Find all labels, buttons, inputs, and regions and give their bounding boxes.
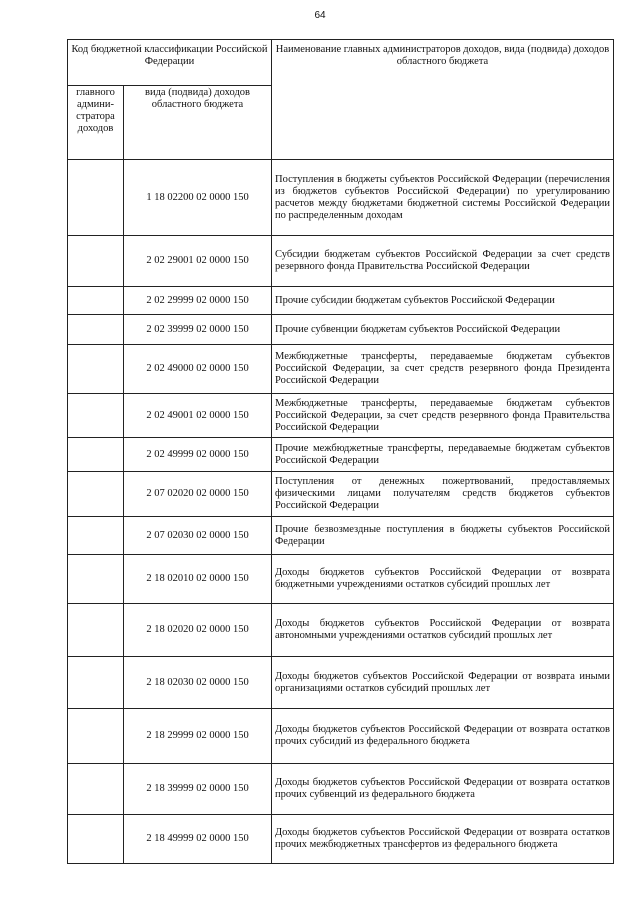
table-row [68,555,614,604]
revenue-name-cell: Доходы бюджетов субъектов Российской Федерации от возврата иными организациями остатков субсидий прошлых лет [272,657,614,709]
revenue-name-cell: Прочие межбюджетные трансферты, передаваемые бюджетам субъектов Российской Федерации [272,438,614,472]
revenue-name-cell: Субсидии бюджетам субъектов Российской Федерации за счет средств резервного фонда Правительства Российской Федерации [272,236,614,287]
table-row [68,517,614,555]
revenue-code-cell: 2 07 02030 02 0000 150 [124,517,272,555]
revenue-code-cell: 1 18 02200 02 0000 150 [124,160,272,236]
revenue-name-cell: Поступления в бюджеты субъектов Российской Федерации (перечисления из бюджетов субъектов Российской Федерации) по урегулированию расчетов между бюджетами бюджетной системы Российской Федерации по распределенным доходам [272,160,614,236]
admin-code-cell [68,657,124,709]
revenue-code-cell: 2 02 29001 02 0000 150 [124,236,272,287]
revenue-code-cell: 2 02 39999 02 0000 150 [124,315,272,345]
table-row [68,438,614,472]
table-row [68,394,614,438]
table-row [68,604,614,657]
revenue-code-cell: 2 02 49999 02 0000 150 [124,438,272,472]
table-row [68,709,614,764]
revenue-name-cell: Прочие субвенции бюджетам субъектов Российской Федерации [272,315,614,345]
table-row [68,472,614,517]
revenue-name-cell: Межбюджетные трансферты, передаваемые бюджетам субъектов Российской Федерации, за счет средств резервного фонда Президента Российской Федерации [272,345,614,394]
revenue-name-cell: Межбюджетные трансферты, передаваемые бюджетам субъектов Российской Федерации, за счет средств резервного фонда Правительства Российской Федерации [272,394,614,438]
admin-code-cell [68,555,124,604]
revenue-name-cell: Поступления от денежных пожертвований, предоставляемых физическими лицами получателям средств бюджетов субъектов Российской Федерации [272,472,614,517]
admin-code-cell [68,287,124,315]
header-admin-column: главного админи-стратора доходов [68,86,124,160]
revenue-code-cell: 2 18 39999 02 0000 150 [124,764,272,815]
table-row [68,815,614,864]
revenue-code-cell: 2 18 02010 02 0000 150 [124,555,272,604]
revenue-code-cell: 2 18 02020 02 0000 150 [124,604,272,657]
admin-code-cell [68,345,124,394]
admin-code-cell [68,604,124,657]
admin-code-cell [68,764,124,815]
revenue-code-cell: 2 02 49001 02 0000 150 [124,394,272,438]
revenue-codes-table [67,39,614,864]
admin-code-cell [68,236,124,287]
table-row [68,345,614,394]
revenue-code-cell: 2 18 49999 02 0000 150 [124,815,272,864]
header-code-group: Код бюджетной классификации Российской Федерации [68,40,272,86]
table-row [68,236,614,287]
revenue-code-cell: 2 02 49000 02 0000 150 [124,345,272,394]
revenue-name-cell: Прочие субсидии бюджетам субъектов Российской Федерации [272,287,614,315]
revenue-name-cell: Доходы бюджетов субъектов Российской Федерации от возврата остатков прочих субсидий из федерального бюджета [272,709,614,764]
revenue-code-cell: 2 07 02020 02 0000 150 [124,472,272,517]
revenue-name-cell: Доходы бюджетов субъектов Российской Федерации от возврата остатков прочих субвенций из федерального бюджета [272,764,614,815]
page-number: 64 [314,10,326,21]
revenue-name-cell: Доходы бюджетов субъектов Российской Федерации от возврата автономными учреждениями остатков субсидий прошлых лет [272,604,614,657]
table-row [68,657,614,709]
revenue-name-cell: Доходы бюджетов субъектов Российской Федерации от возврата остатков прочих межбюджетных трансфертов из федерального бюджета [272,815,614,864]
admin-code-cell [68,394,124,438]
admin-code-cell [68,160,124,236]
table-row [68,764,614,815]
revenue-name-cell: Прочие безвозмездные поступления в бюджеты субъектов Российской Федерации [272,517,614,555]
header-type-column: вида (подвида) доходов областного бюджета [124,86,272,160]
table-row [68,287,614,315]
admin-code-cell [68,517,124,555]
admin-code-cell [68,815,124,864]
revenue-code-cell: 2 18 29999 02 0000 150 [124,709,272,764]
admin-code-cell [68,472,124,517]
table-body [68,160,614,864]
header-name-column: Наименование главных администраторов доходов, вида (подвида) доходов областного бюджета [272,40,614,160]
admin-code-cell [68,438,124,472]
admin-code-cell [68,315,124,345]
admin-code-cell [68,709,124,764]
revenue-name-cell: Доходы бюджетов субъектов Российской Федерации от возврата бюджетными учреждениями остатков субсидий прошлых лет [272,555,614,604]
revenue-code-cell: 2 18 02030 02 0000 150 [124,657,272,709]
table-row [68,315,614,345]
table-row [68,160,614,236]
revenue-code-cell: 2 02 29999 02 0000 150 [124,287,272,315]
